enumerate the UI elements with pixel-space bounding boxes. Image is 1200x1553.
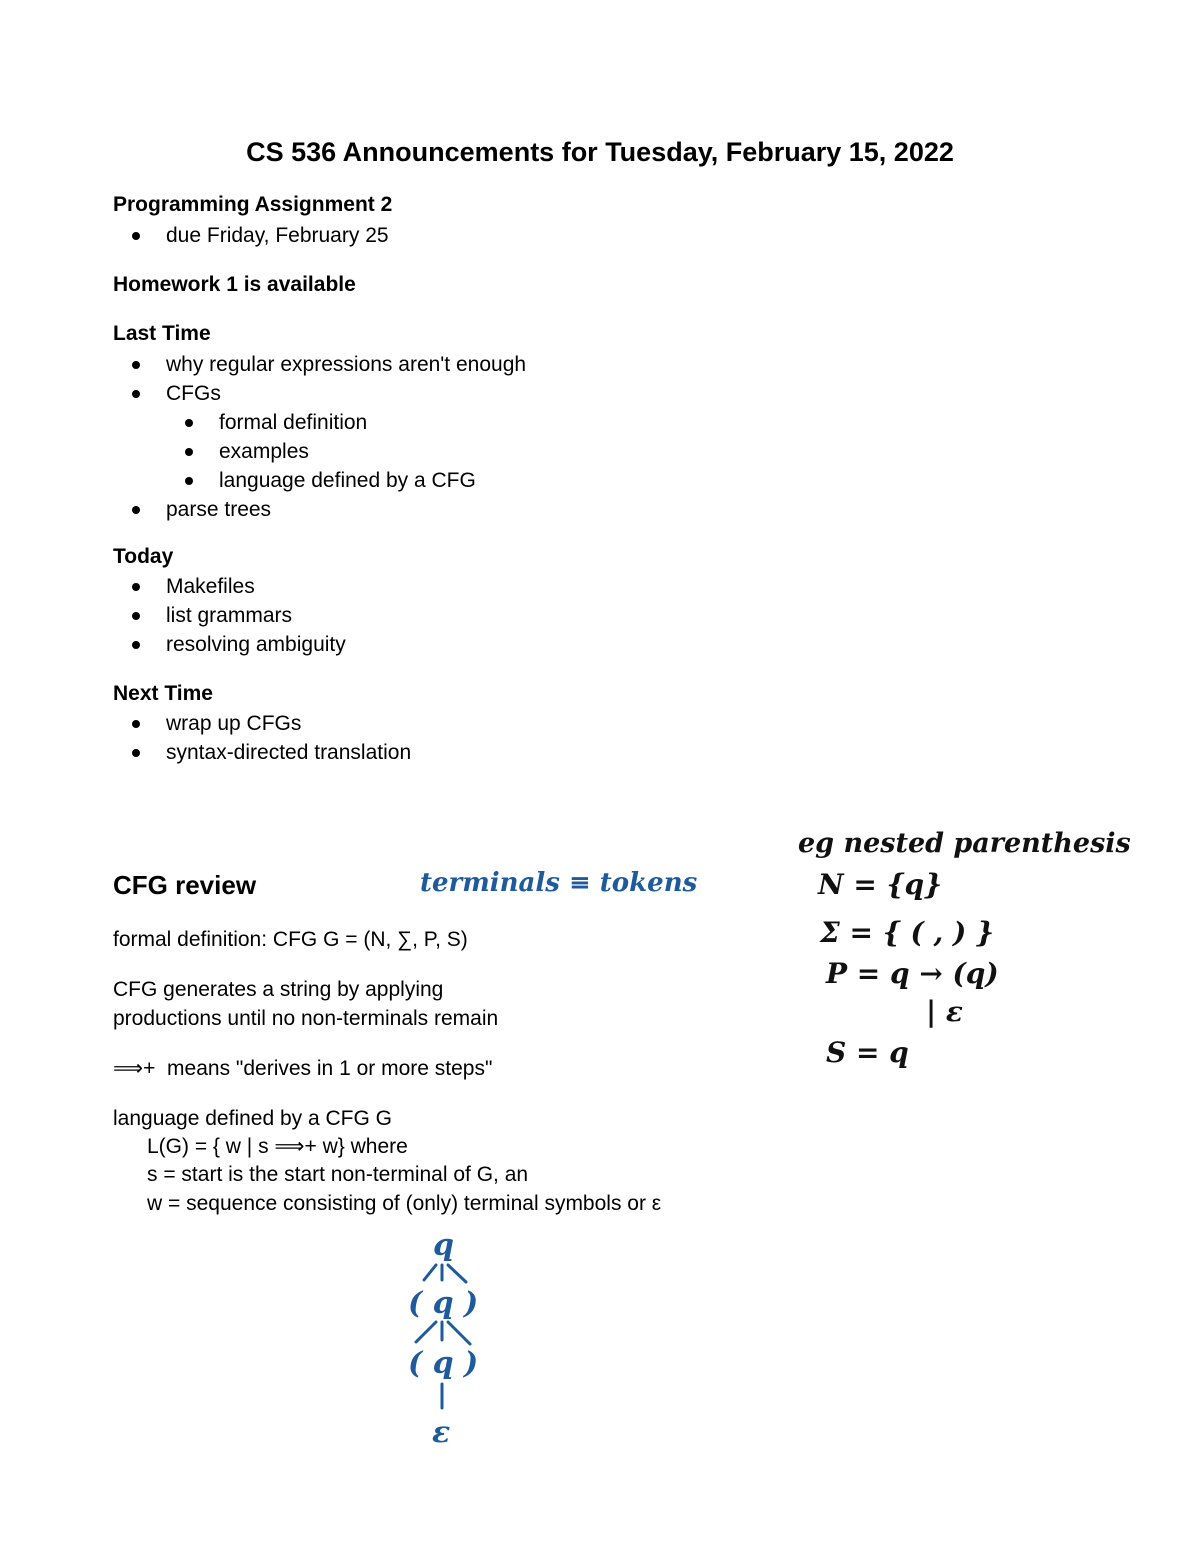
handwritten-note-terminals: terminals ≡ tokens [420, 868, 698, 898]
language-text-line3: s = start is the start non-terminal of G, an [147, 1163, 529, 1186]
page-title: CS 536 Announcements for Tuesday, February 15, 2022 [246, 137, 954, 167]
handwritten-s-start: S = q [826, 1036, 909, 1069]
heading-programming-assignment: Programming Assignment 2 [113, 193, 393, 216]
language-text-line4: w = sequence consisting of (only) terminal symbols or ε [147, 1192, 662, 1215]
list-item: list grammars [113, 601, 346, 630]
handwritten-n-set: N = {q} [818, 868, 943, 901]
heading-homework: Homework 1 is available [113, 273, 356, 296]
handwritten-sigma-set: Σ = { ( , ) } [820, 916, 995, 949]
heading-today: Today [113, 545, 174, 568]
handwritten-p-alt: | ε [926, 995, 963, 1028]
list-item: CFGs [113, 379, 526, 408]
language-text-line2: L(G) = { w | s ⟹+ w} where [147, 1135, 408, 1158]
list-item: resolving ambiguity [113, 630, 346, 659]
generates-text-line2: productions until no non-terminals remain [113, 1007, 499, 1030]
list-item: Makefiles [113, 572, 346, 601]
list-item: parse trees [113, 495, 526, 524]
list-subitem: examples [113, 437, 526, 466]
tree-edge [448, 1322, 470, 1344]
heading-last-time: Last Time [113, 322, 211, 345]
heading-cfg-review: CFG review [113, 870, 257, 900]
list-item: due Friday, February 25 [113, 221, 389, 250]
tree-edge [448, 1265, 466, 1282]
derives-text: ⟹+ means "derives in 1 or more steps" [113, 1057, 493, 1080]
generates-text-line1: CFG generates a string by applying [113, 978, 444, 1001]
list-item: syntax-directed translation [113, 738, 411, 767]
handwritten-p-rule: P = q → (q) [826, 957, 999, 990]
handwritten-example-title: eg nested parenthesis [798, 828, 1131, 859]
list-item: wrap up CFGs [113, 709, 411, 738]
tree-root: q [433, 1228, 454, 1263]
list-subitem: formal definition [113, 408, 526, 437]
heading-next-time: Next Time [113, 682, 213, 705]
tree-leaf: ε [432, 1415, 451, 1450]
formal-definition-text: formal definition: CFG G = (N, ∑, P, S) [113, 928, 468, 951]
tree-edge [416, 1322, 436, 1342]
tree-level1: ( q ) [408, 1286, 479, 1321]
list-subitem: language defined by a CFG [113, 466, 526, 495]
list-item: why regular expressions aren't enough [113, 350, 526, 379]
tree-edge [424, 1265, 436, 1280]
tree-level2: ( q ) [408, 1346, 479, 1381]
language-text-line1: language defined by a CFG G [113, 1107, 393, 1130]
